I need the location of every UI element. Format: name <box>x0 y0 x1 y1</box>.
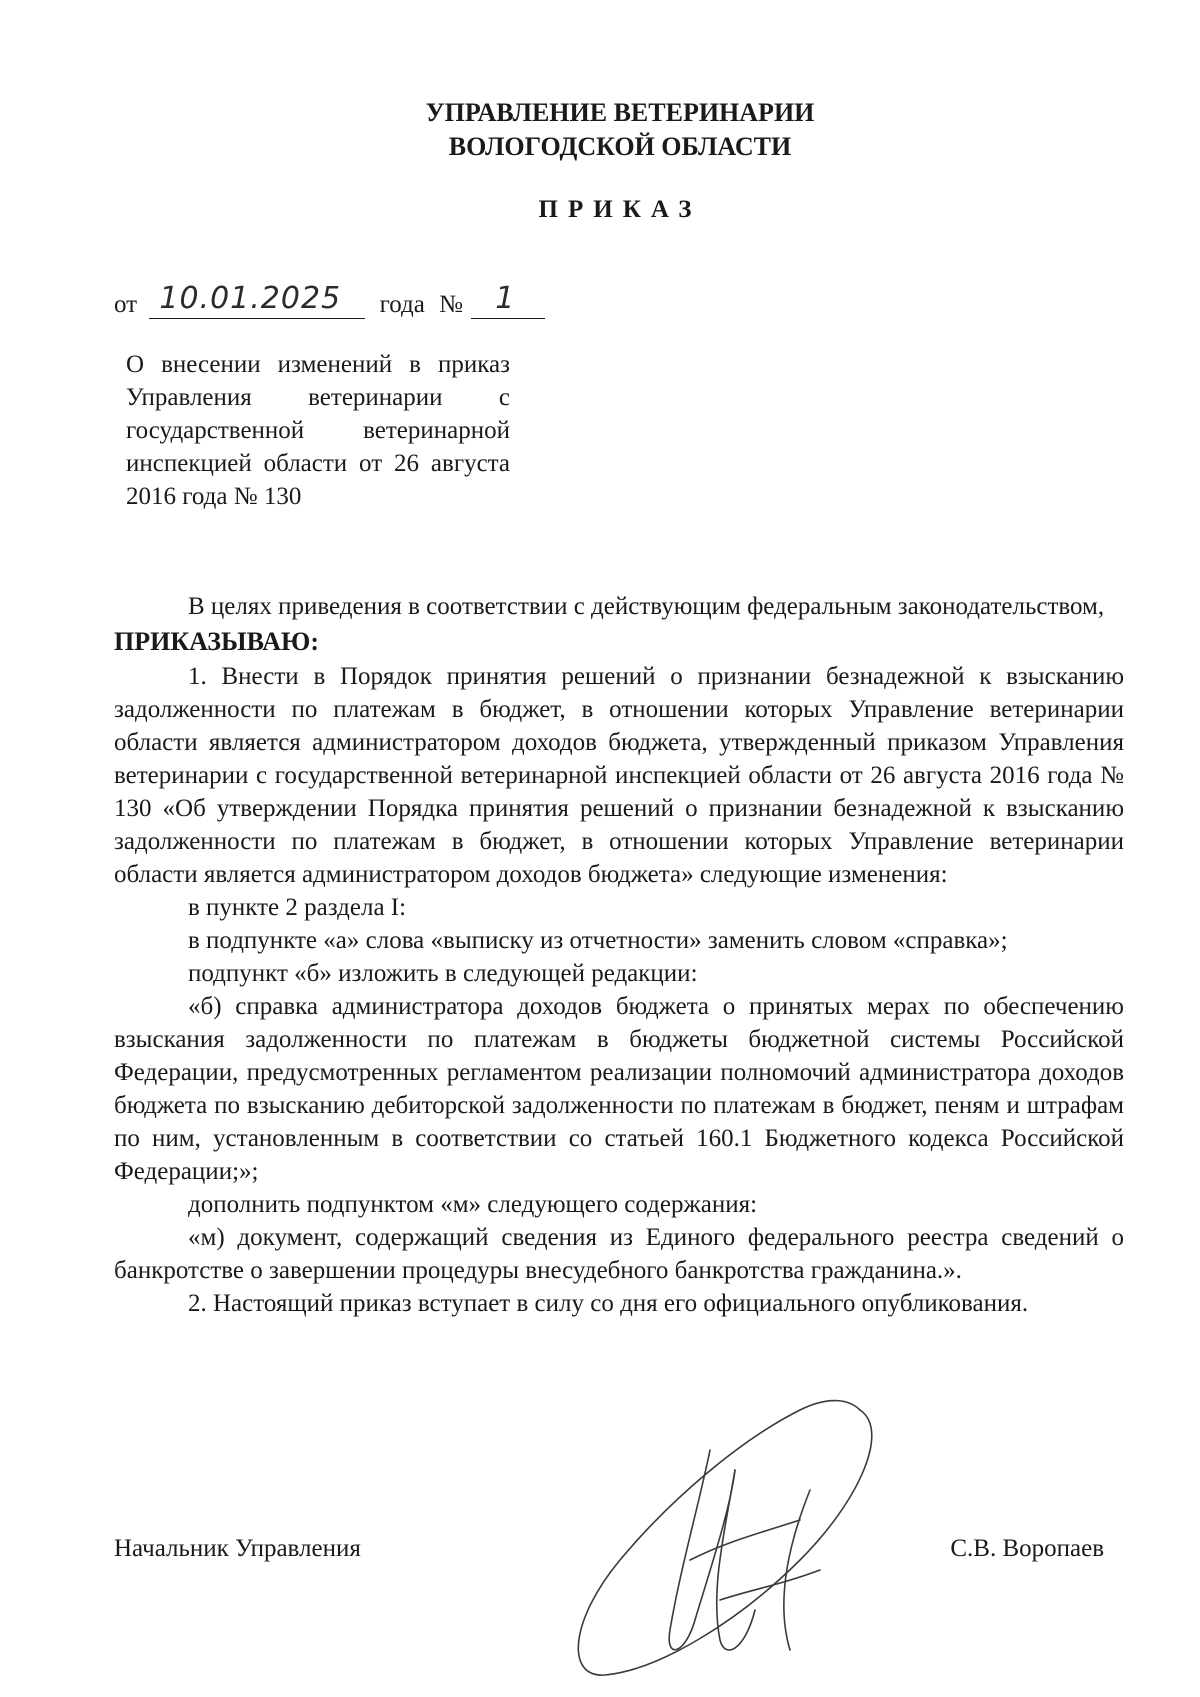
subpoint-a-paragraph: в подпункте «а» слова «выписку из отчетности» заменить словом «справка»; <box>188 927 1008 954</box>
handwritten-date: 10.01.2025 <box>159 281 342 316</box>
handwritten-number: 1 <box>495 281 516 316</box>
item-2-paragraph: 2. Настоящий приказ вступает в силу со дня его официального опубликования. <box>188 1290 1029 1317</box>
preamble-paragraph: В целях приведения в соответствии с действующим федеральным законодательством, <box>188 593 1105 620</box>
number-label: № <box>439 291 463 318</box>
number-field <box>471 281 545 319</box>
signatory-position: Начальник Управления <box>114 1535 361 1562</box>
document-body <box>114 590 1124 1320</box>
subpoint-m-intro-paragraph: дополнить подпунктом «м» следующего содержания: <box>188 1191 758 1218</box>
date-field <box>149 281 365 319</box>
date-number-line <box>114 281 545 326</box>
organization-line-1: УПРАВЛЕНИЕ ВЕТЕРИНАРИИ <box>425 98 815 127</box>
organization-header <box>0 96 1200 164</box>
subpoint-m-text-paragraph: «м) документ, содержащий сведения из Единого федерального реестра сведений о банкротстве о завершении процедуры внесудебного банкротства гражданина.». <box>114 1224 1124 1284</box>
document-type-title: ПРИКАЗ <box>538 196 702 223</box>
document-subject: О внесении изменений в приказ Управления ветеринарии с государственной ветеринарной инспекцией области от 26 августа 2016 года № 130 <box>126 351 510 510</box>
order-word: ПРИКАЗЫВАЮ: <box>114 627 319 656</box>
point-2-paragraph: в пункте 2 раздела I: <box>188 894 407 921</box>
item-1-paragraph: 1. Внести в Порядок принятия решений о признании безнадежной к взысканию задолженности по платежам в бюджет, в отношении которых Управление ветеринарии области является администратором доходов бюджета, утвержденный приказом Управления ветеринарии с государственной ветеринарной инспекцией области от 26 августа 2016 года № 130 «Об утверждении Порядка принятия решений о признании безнадежной к взысканию задолженности по платежам в бюджет, в отношении которых Управление ветеринарии области является администратором доходов бюджета» следующие изменения: <box>114 663 1124 888</box>
subpoint-b-intro-paragraph: подпункт «б» изложить в следующей редакции: <box>188 960 698 987</box>
organization-line-2: ВОЛОГОДСКОЙ ОБЛАСТИ <box>448 132 792 161</box>
date-from-label: от <box>114 291 138 318</box>
signatory-name: С.В. Воропаев <box>950 1535 1104 1562</box>
handwritten-signature <box>560 1370 900 1690</box>
year-label: года <box>379 291 425 318</box>
subpoint-b-text-paragraph: «б) справка администратора доходов бюджета о принятых мерах по обеспечению взыскания задолженности по платежам в бюджеты бюджетной системы Российской Федерации, предусмотренных регламентом реализации полномочий администратора доходов бюджета по взысканию дебиторской задолженности по платежам в бюджет, пеням и штрафам по ним, установленным в соответствии со статьей 160.1 Бюджетного кодекса Российской Федерации;»; <box>114 993 1124 1185</box>
